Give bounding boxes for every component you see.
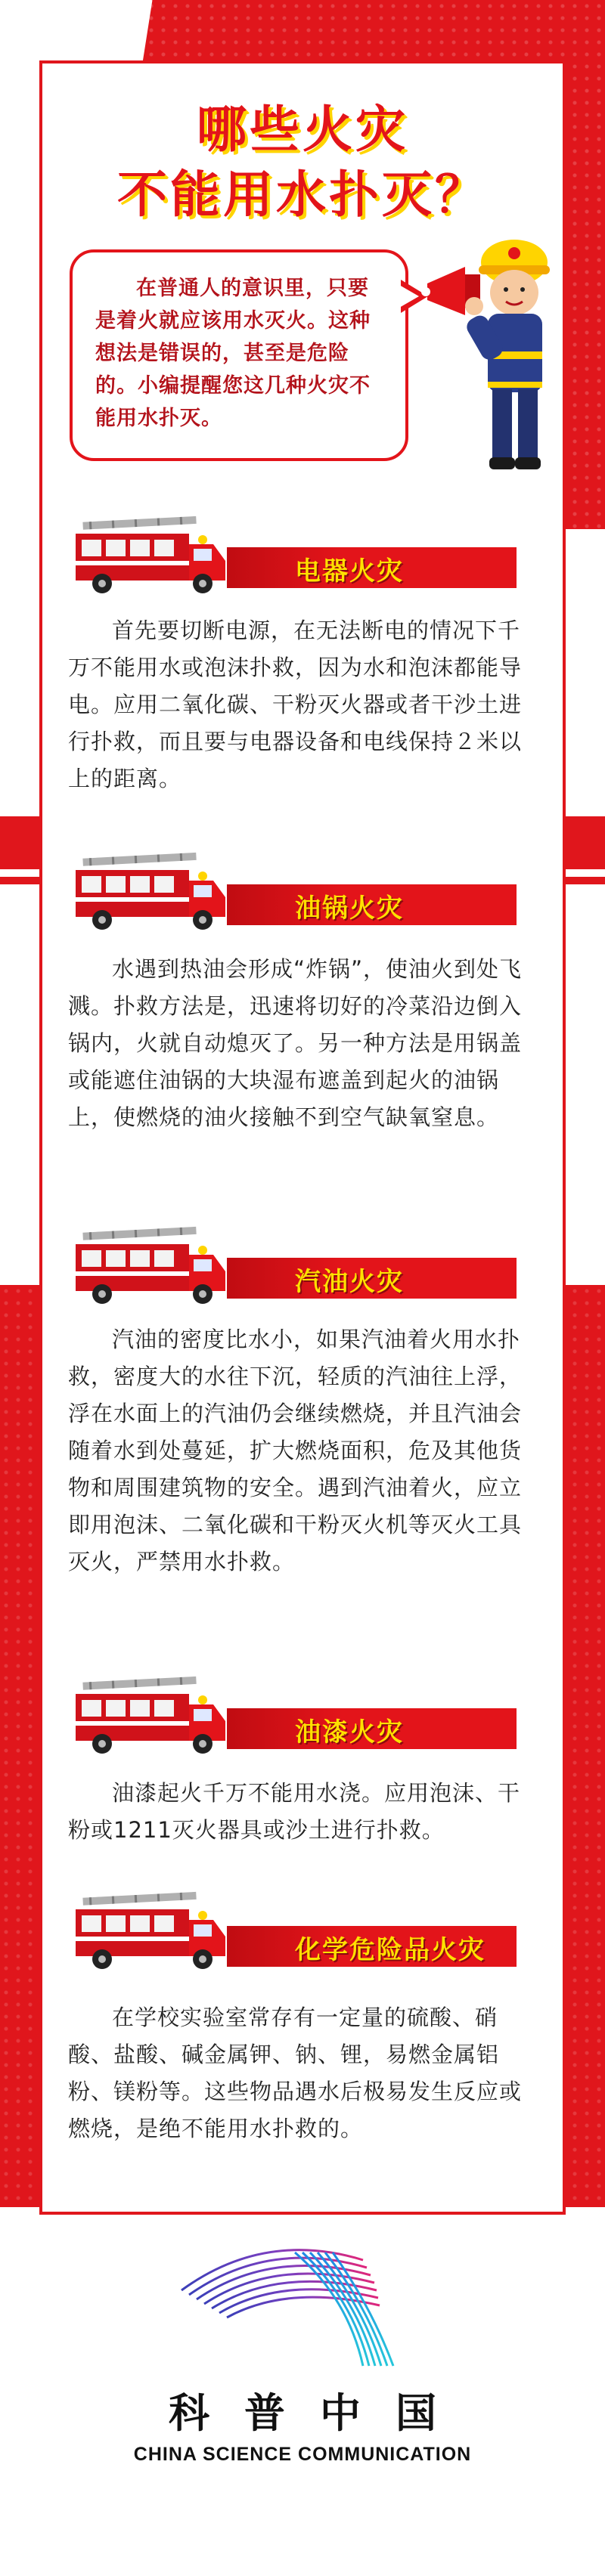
section-title: 化学危险品火灾 [295,1935,486,1965]
section-text: 首先要切断电源，在无法断电的情况下千万不能用水或泡沫扑救，因为水和泡沫都能导电。应用二氧化碳、干粉灭火器或者干沙土进行扑救，而且要与电器设备和电线保持２米以上的距离。 [68,618,523,791]
china-science-logo-icon [174,2222,431,2381]
page-title-line-1: 哪些火灾 [197,101,408,159]
section-title: 电器火灾 [295,556,404,587]
logo-chinese-text: 科普中国 [169,2389,471,2437]
fire-truck-icon [68,1890,234,1973]
section-banner [227,1708,517,1749]
fire-truck-icon [68,1225,234,1308]
section-text: 水遇到热油会形成“炸锅”，使油火到处飞溅。扑救方法是，迅速将切好的冷菜沿边倒入锅内，火就自动熄灭了。另一种方法是用锅盖或能遮住油锅的大块湿布遮盖到起火的油锅上，使燃烧的油火接触不到空气缺氧窒息。 [68,956,523,1130]
logo-english-text: CHINA SCIENCE COMMUNICATION [133,2444,472,2465]
section-banner [227,884,517,925]
intro-text: 在普通人的意识里，只要是着火就应该用水灭火。这种想法是错误的，甚至是危险的。小编提醒您这几种火灾不能用水扑灭。 [95,277,371,430]
section-banner [227,1258,517,1299]
section-title: 汽油火灾 [295,1267,404,1297]
section-text: 油漆起火千万不能用水浇。应用泡沫、干粉或1211灭火器具或沙土进行扑救。 [68,1780,521,1843]
section-banner [227,547,517,588]
section-title: 油锅火灾 [295,893,404,924]
fireman-icon [412,231,571,480]
page-title-line-2: 不能用水扑灭？ [117,166,488,224]
fire-truck-icon [68,1674,234,1757]
section-banner [227,1926,517,1967]
fire-truck-icon [68,514,234,597]
section-title: 油漆火灾 [295,1717,404,1748]
section-text: 汽油的密度比水小，如果汽油着火用水扑救，密度大的水往下沉，轻质的汽油往上浮，浮在水面上的汽油仍会继续燃烧，并且汽油会随着水到处蔓延，扩大燃烧面积，危及其他货物和周围建筑物的安全。遇到汽油着火，应立即用泡沫、二氧化碳和干粉灭火机等灭火工具灭火，严禁用水扑救。 [68,1327,523,1574]
fire-truck-icon [68,850,234,933]
section-text: 在学校实验室常存有一定量的硫酸、硝酸、盐酸、碱金属钾、钠、锂，易燃金属铝粉、镁粉等。这些物品遇水后极易发生反应或燃烧，是绝不能用水扑救的。 [68,2005,523,2141]
intro-bubble [70,249,408,461]
